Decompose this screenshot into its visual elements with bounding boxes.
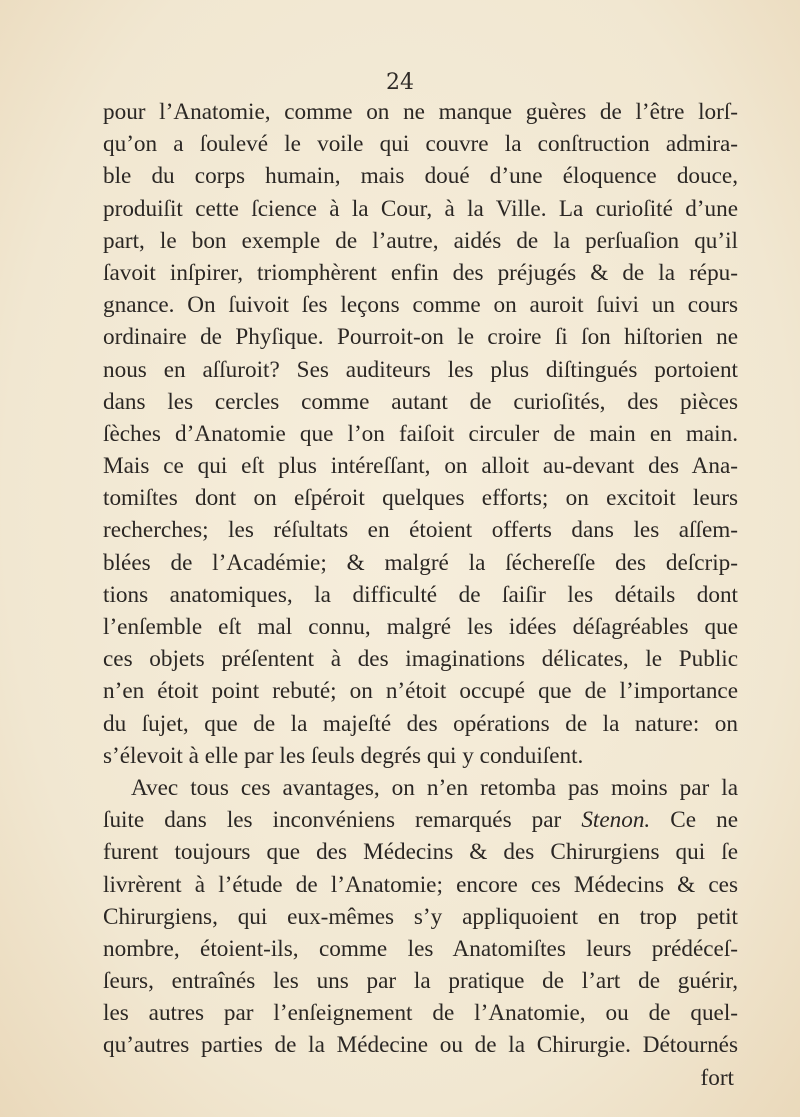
text-line: du ſujet, que de la majeſté des opérations de la nature: on xyxy=(103,710,738,737)
text-line: dans les cercles comme autant de curioſités, des pièces xyxy=(103,388,738,415)
text-line: pour l’Anatomie, comme on ne manque guères de l’être lorſ- xyxy=(103,99,738,125)
text-line: nous en aſſuroit? Ses auditeurs les plus diſtingués portoient xyxy=(103,356,738,383)
paragraph-2 xyxy=(103,772,738,1062)
text-line: tomiſtes dont on eſpéroit quelques efforts; on excitoit leurs xyxy=(103,485,738,512)
page-number: 24 xyxy=(386,70,414,95)
text-line: ces objets préſentent à des imaginations délicates, le Public xyxy=(103,646,738,673)
text-line: s’élevoit à elle par les ſeuls degrés qui y conduiſent. xyxy=(103,742,584,769)
catchword: fort xyxy=(700,1064,734,1091)
text-line: ſèches d’Anatomie que l’on faiſoit circuler de main en main. xyxy=(103,420,738,447)
text-fragment: ſuite dans les inconvéniens remarqués par xyxy=(103,807,562,834)
text-line: Mais ce qui eſt plus intéreſſant, on alloit au-devant des Ana- xyxy=(103,453,738,480)
italic-name: Stenon. xyxy=(581,807,651,834)
body-text xyxy=(103,96,738,1094)
text-line: ordinaire de Phyſique. Pourroit-on le croire ſi ſon hiſtorien ne xyxy=(103,324,738,351)
text-line: ſavoit inſpirer, triomphèrent enfin des préjugés & de la répu- xyxy=(103,259,738,286)
text-line: qu’on a ſoulevé le voile qui couvre la conſtruction admira- xyxy=(103,131,738,158)
text-line: gnance. On ſuivoit ſes leçons comme on auroit ſuivi un cours xyxy=(103,292,738,319)
text-line: ſeurs, entraînés les uns par la pratique de l’art de guérir, xyxy=(103,968,738,995)
text-line: nombre, étoient-ils, comme les Anatomiſtes leurs prédéceſ- xyxy=(103,935,738,962)
text-line: produiſit cette ſcience à la Cour, à la Ville. La curioſité d’une xyxy=(103,195,738,222)
text-line: l’enſemble eſt mal connu, malgré les idées déſagréables que xyxy=(103,614,738,640)
text-line: livrèrent à l’étude de l’Anatomie; encore ces Médecins & ces xyxy=(103,871,738,898)
text-line: recherches; les réſultats en étoient offerts dans les aſſem- xyxy=(103,517,738,544)
text-line: qu’autres parties de la Médecine ou de la Chirurgie. Détournés xyxy=(103,1032,738,1059)
text-line: furent toujours que des Médecins & des Chirurgiens qui ſe xyxy=(103,839,738,866)
paragraph-1 xyxy=(103,96,738,772)
text-line: les autres par l’enſeignement de l’Anatomie, ou de quel- xyxy=(103,1000,738,1027)
text-line: part, le bon exemple de l’autre, aidés de la perſuaſion qu’il xyxy=(103,227,738,254)
text-line: Chirurgiens, qui eux-mêmes s’y appliquoient en trop petit xyxy=(103,903,738,930)
text-line: ble du corps humain, mais doué d’une éloquence douce, xyxy=(103,163,738,190)
text-line: tions anatomiques, la difficulté de ſaiſir les détails dont xyxy=(103,581,738,608)
text-line: blées de l’Académie; & malgré la ſéchereſſe des deſcrip- xyxy=(103,549,738,576)
text-fragment: Ce ne xyxy=(670,807,738,834)
text-line: Avec tous ces avantages, on n’en retomba pas moins par la xyxy=(131,774,738,801)
text-line: n’en étoit point rebuté; on n’étoit occupé que de l’importance xyxy=(103,678,738,705)
text-line xyxy=(103,804,738,836)
